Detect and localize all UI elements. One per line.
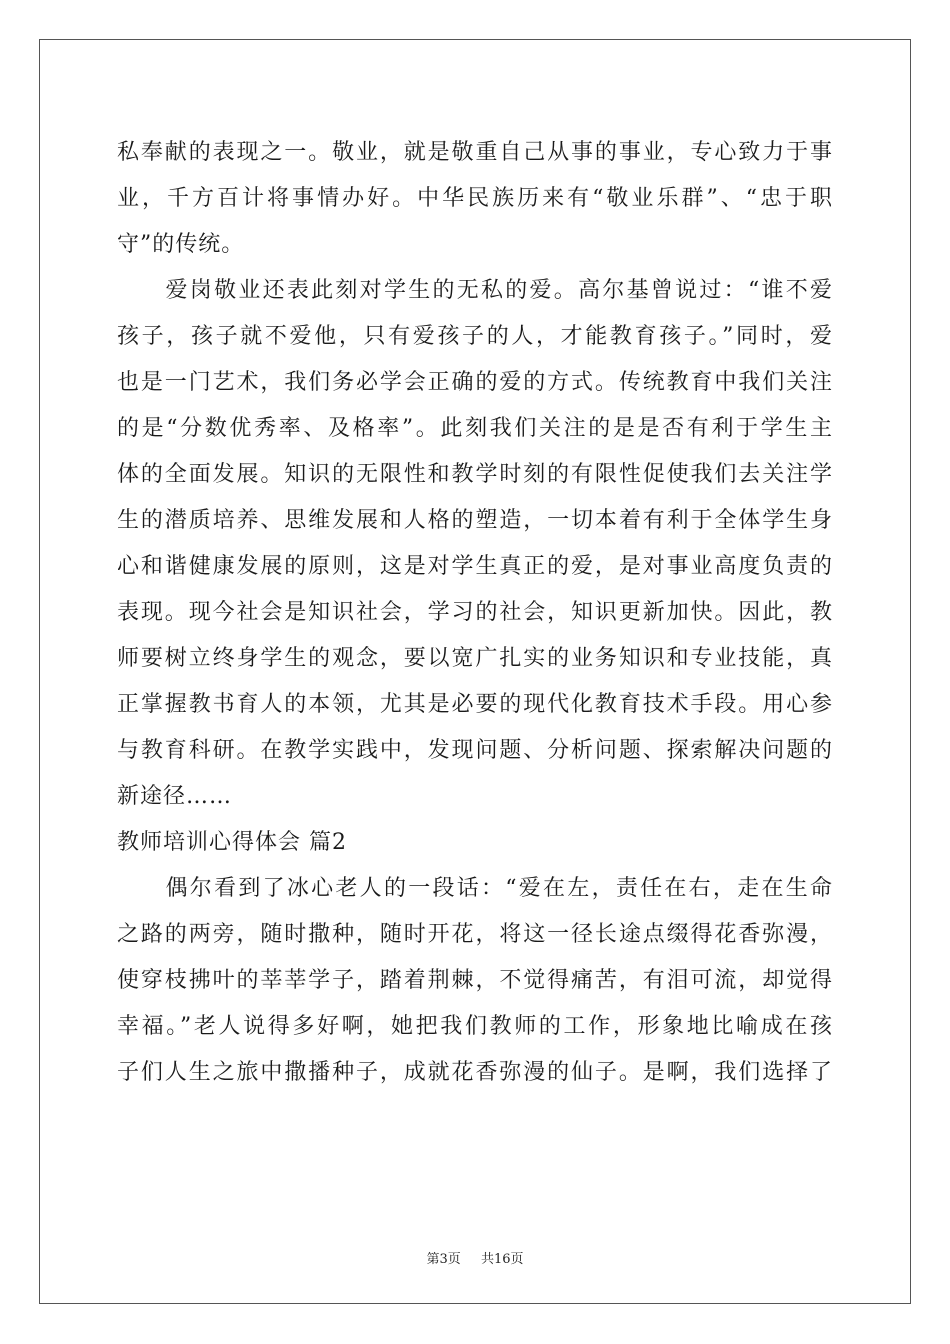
current-page-number: 第3页 — [426, 1252, 461, 1267]
text-line: 孩子，孩子就不爱他，只有爱孩子的人，才能教育孩子。”同时，爱 — [117, 324, 833, 349]
text-line: 也是一门艺术，我们务必学会正确的爱的方式。传统教育中我们关注 — [117, 370, 833, 395]
text-line: 师要树立终身学生的观念，要以宽广扎实的业务知识和专业技能，真 — [117, 646, 833, 671]
text-line: 正掌握教书育人的本领，尤其是必要的现代化教育技术手段。用心参 — [117, 692, 833, 717]
text-line: 与教育科研。在教学实践中，发现问题、分析问题、探索解决问题的 — [117, 738, 833, 763]
text-line: 使穿枝拂叶的莘莘学子，踏着荆棘，不觉得痛苦，有泪可流，却觉得 — [117, 968, 833, 993]
text-line: 之路的两旁，随时撒种，随时开花，将这一径长途点缀得花香弥漫， — [117, 922, 833, 947]
text-line: 体的全面发展。知识的无限性和教学时刻的有限性促使我们去关注学 — [117, 462, 833, 487]
text-line: 守”的传统。 — [117, 232, 245, 257]
text-line: 的是“分数优秀率、及格率”。此刻我们关注的是是否有利于学生主 — [117, 416, 833, 441]
text-line: 生的潜质培养、思维发展和人格的塑造，一切本着有利于全体学生身 — [117, 508, 833, 533]
text-line: 子们人生之旅中撒播种子，成就花香弥漫的仙子。是啊，我们选择了 — [117, 1060, 833, 1085]
total-pages: 共16页 — [480, 1252, 524, 1267]
text-line: 私奉献的表现之一。敬业，就是敬重自己从事的事业，专心致力于事 — [117, 140, 833, 165]
page-footer — [0, 1248, 950, 1267]
text-line: 业，千方百计将事情办好。中华民族历来有“敬业乐群”、“忠于职 — [117, 186, 833, 211]
text-line: 幸福。”老人说得多好啊，她把我们教师的工作，形象地比喻成在孩 — [117, 1014, 833, 1039]
document-body — [117, 130, 833, 1096]
text-line: 表现。现今社会是知识社会，学习的社会，知识更新加快。因此，教 — [117, 600, 833, 625]
text-line: 爱岗敬业还表此刻对学生的无私的爱。高尔基曾说过：“谁不爱 — [117, 278, 833, 303]
text-line: 心和谐健康发展的原则，这是对学生真正的爱，是对事业高度负责的 — [117, 554, 833, 579]
text-line: 新途径…… — [117, 784, 233, 809]
section-heading: 教师培训心得体会 篇2 — [117, 830, 347, 855]
text-line: 偶尔看到了冰心老人的一段话：“爱在左，责任在右，走在生命 — [117, 876, 833, 901]
